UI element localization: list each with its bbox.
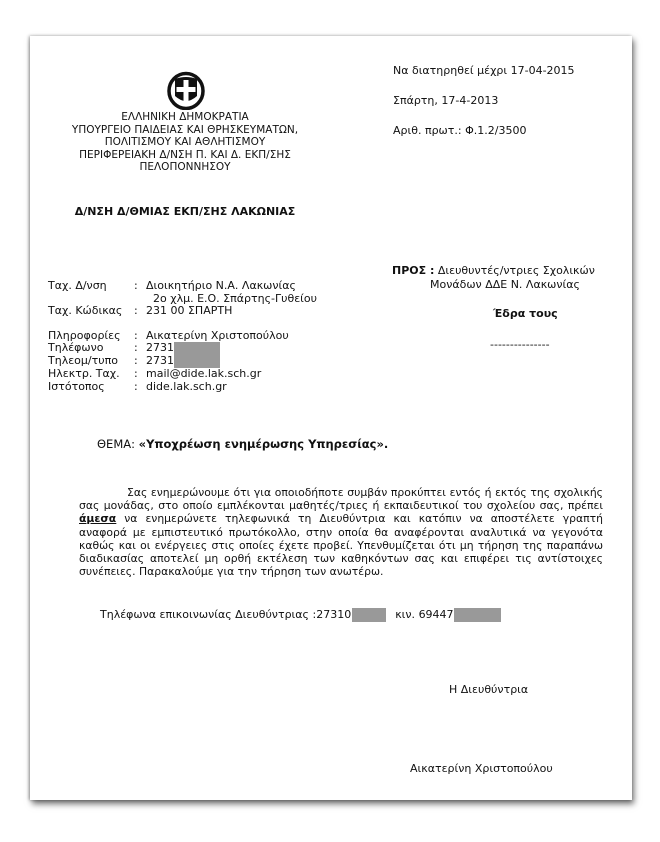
- recipient-line: Διευθυντές/ντριες Σχολικών: [437, 264, 595, 277]
- info-colon: :: [134, 341, 138, 354]
- info-colon: :: [134, 304, 138, 317]
- subject-text: «Υποχρέωση ενημέρωσης Υπηρεσίας».: [138, 437, 389, 451]
- letter-body: [79, 486, 603, 578]
- info-label: Τηλεομ/τυπο: [48, 354, 118, 367]
- signature-name: Αικατερίνη Χριστοπούλου: [410, 762, 553, 775]
- info-label: Πληροφορίες: [48, 328, 121, 342]
- separator-dashes: ---------------: [490, 337, 550, 351]
- website-value: dide.lak.sch.gr: [146, 379, 227, 393]
- info-row-address: [48, 280, 317, 293]
- body-paragraph: Σας ενημερώνουμε ότι για οποιοδήποτε συμβάν προκύπτει εντός ή εκτός της σχολικής σας μονάδας, στο οποίο εμπλέκονται μαθητές/τριες ή εκπαιδευτικοί του σχολείου σας, πρέπει άμεσα να ενημερώνετε τηλεφωνικά τη Διευθύντρια και κατόπιν να αποστέλετε γραπτή αναφορά με εμπιστευτικό πρωτόκολλο, στην οποία θα αναφέρονται αναλυτικά να γεγονότα καθώς και οι ενέργειες στις οποίες έχετε προβεί. Υπενθυμίζεται ότι μη τήρηση της παραπάνω διαδικασίας αποτελεί μη ορθή εκτέλεση των καθηκόντων σας και επιφέρει τις αντίστοιχες συνέπειες. Παρακαλούμε για την τήρηση των ανωτέρω.: [79, 486, 603, 579]
- info-colon: :: [134, 379, 138, 393]
- info-label: Τηλέφωνο: [48, 341, 104, 354]
- email-value: mail@dide.lak.sch.gr: [146, 367, 262, 380]
- header-line: ΠΕΡΙΦΕΡΕΙΑΚΗ Δ/ΝΣΗ Π. ΚΑΙ Δ. ΕΚΠ/ΣΗΣ: [79, 148, 291, 161]
- redacted-block: [174, 342, 220, 355]
- header-line: ΠΟΛΙΤΙΣΜΟΥ ΚΑΙ ΑΘΛΗΤΙΣΜΟΥ: [104, 136, 266, 148]
- issuing-authority-header: [60, 111, 310, 174]
- recipient-line: Μονάδων ΔΔΕ Ν. Λακωνίας: [430, 277, 580, 291]
- subject-line: [97, 437, 388, 451]
- phones-label: Τηλέφωνα επικοινωνίας Διευθύντριας :: [100, 608, 317, 621]
- signature-title: Η Διευθύντρια: [449, 683, 529, 696]
- director-phones: [100, 608, 501, 622]
- info-value: 2731: [146, 341, 174, 354]
- contact-info: [48, 280, 317, 393]
- info-label: Ιστότοπος: [48, 379, 105, 393]
- emphasis-text: άμεσα: [79, 512, 117, 526]
- retention-note: Να διατηρηθεί μέχρι 17-04-2015: [393, 64, 575, 77]
- recipient-seat: Έδρα τους: [493, 307, 558, 320]
- recipient-label: ΠΡΟΣ :: [392, 264, 435, 277]
- subject-label: ΘΕΜΑ:: [97, 437, 135, 451]
- landline-prefix: 27310: [316, 608, 352, 621]
- info-colon: :: [134, 328, 138, 342]
- info-colon: :: [134, 367, 138, 380]
- recipient-block: [392, 264, 595, 351]
- info-label: Ηλεκτρ. Ταχ.: [48, 367, 120, 380]
- department-name: Δ/ΝΣΗ Δ/ΘΜΙΑΣ ΕΚΠ/ΣΗΣ ΛΑΚΩΝΙΑΣ: [74, 205, 296, 218]
- info-colon: :: [134, 354, 138, 367]
- greek-coat-of-arms-icon: [166, 70, 206, 110]
- info-row-website: [48, 381, 317, 394]
- info-colon: :: [134, 279, 138, 292]
- info-value: 231 00 ΣΠΑΡΤΗ: [146, 304, 233, 317]
- protocol-number: Αριθ. πρωτ.: Φ.1.2/3500: [393, 124, 527, 137]
- info-value: 2731: [146, 354, 174, 367]
- info-row-postal: [48, 305, 317, 318]
- info-label: Ταχ. Κώδικας: [48, 304, 123, 317]
- info-value: Αικατερίνη Χριστοπούλου: [146, 328, 289, 342]
- info-row-email: [48, 368, 317, 381]
- place-date: Σπάρτη, 17-4-2013: [393, 94, 499, 107]
- redacted-block: [454, 608, 501, 622]
- info-label: Ταχ. Δ/νση: [48, 279, 107, 292]
- info-value: Διοικητήριο Ν.Α. Λακωνίας: [146, 279, 296, 292]
- mobile-prefix: 69447: [418, 608, 454, 621]
- header-line: ΥΠΟΥΡΓΕΙΟ ΠΑΙΔΕΙΑΣ ΚΑΙ ΘΡΗΣΚΕΥΜΑΤΩΝ,: [71, 123, 299, 136]
- header-line: ΕΛΛΗΝΙΚΗ ΔΗΜΟΚΡΑΤΙΑ: [121, 111, 249, 123]
- header-line: ΠΕΛΟΠΟΝΝΗΣΟΥ: [139, 161, 231, 173]
- info-value: 2ο χλμ. Ε.Ο. Σπάρτης-Γυθείου: [153, 291, 317, 305]
- mobile-label: κιν.: [395, 608, 416, 621]
- redacted-block: [352, 608, 386, 622]
